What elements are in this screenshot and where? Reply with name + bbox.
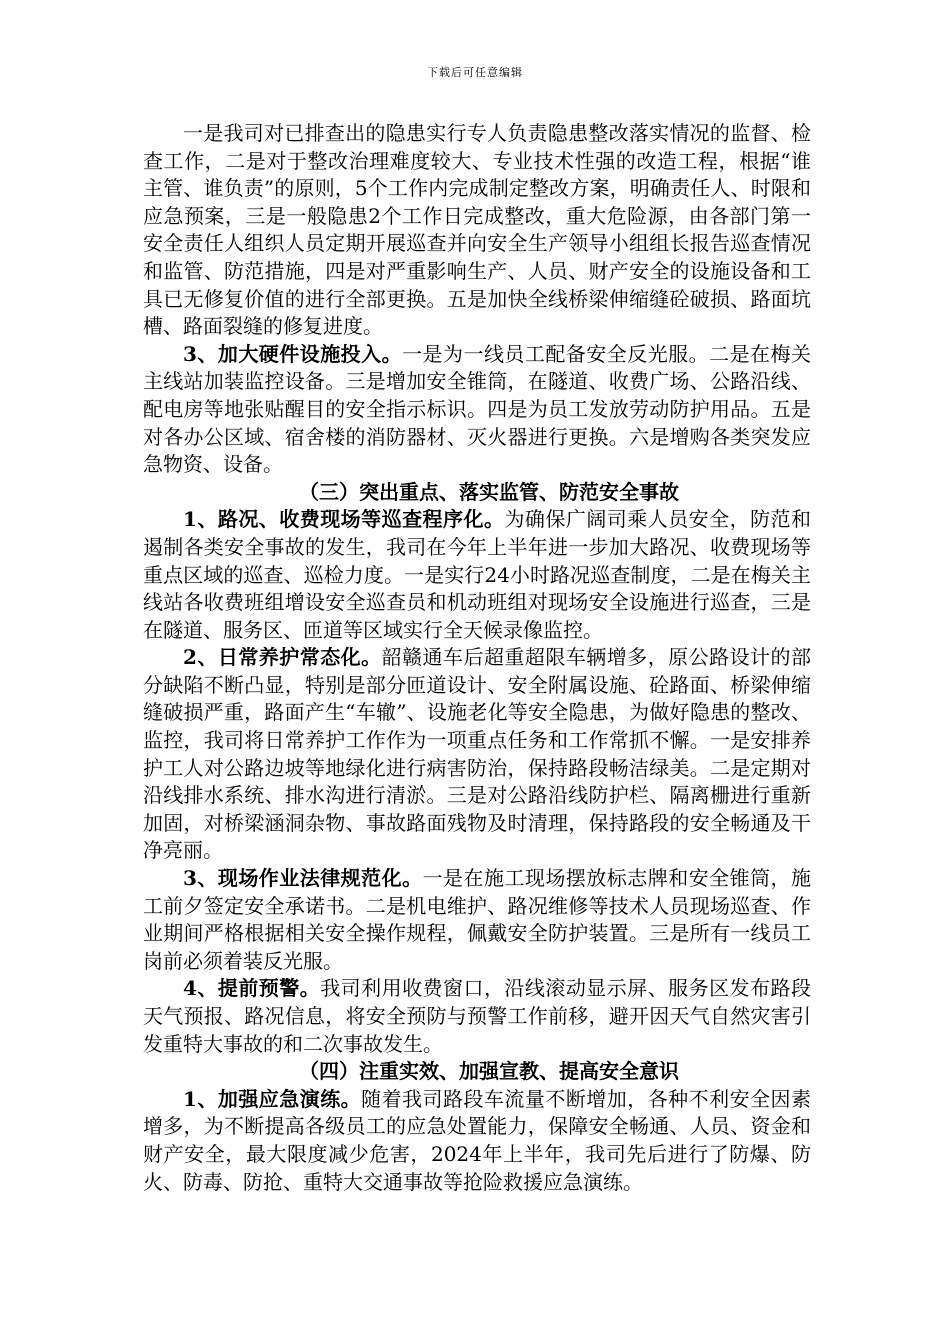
- paragraph-text: 一是在施工现场摆放标志牌和安全锥筒，施工前夕签定安全承诺书。二是机电维护、路况维修等技术人员现场巡查、作业期间严格根据相关安全操作规程，佩戴安全防护装置。三是所有一线员工岗前必须着装反光服。: [143, 866, 812, 973]
- paragraph-early-warning: [143, 975, 811, 1058]
- document-body: [143, 120, 811, 1196]
- paragraph-text: 我司利用收费窗口，沿线滚动显示屏、服务区发布路段天气预报、路况信息，将安全预防与预警工作前移，避开因天气自然灾害引发重特大事故的和二次事故发生。: [143, 976, 811, 1056]
- paragraph-text: 一是我司对已排查出的隐患实行专人负责隐患整改落实情况的监督、检查工作，二是对于整改治理难度较大、专业技术性强的改造工程，根据“谁主管、谁负责”的原则，5个工作内完成制定整改方案，明确责任人、时限和应急预案，三是一般隐患2个工作日完成整改，重大危险源，由各部门第一安全责任人组织人员定期开展巡查并向安全生产领导小组组长报告巡查情况和监管、防范措施，四是对严重影响生产、人员、财产安全的设施设备和工具已无修复价值的进行全部更换。五是加快全线桥梁伸缩缝砼破损、路面坑槽、路面裂缝的修复进度。: [143, 121, 811, 339]
- paragraph-heading: 2、日常养护常态化。: [183, 645, 382, 670]
- page-header-note: 下载后可任意编辑: [427, 66, 523, 79]
- paragraph-heading: 1、加强应急演练。: [183, 1086, 362, 1111]
- paragraph-heading: 4、提前预警。: [183, 976, 321, 1001]
- paragraph-heading: 1、路况、收费现场等巡查程序化。: [183, 507, 505, 532]
- paragraph-text: 为确保广阔司乘人员安全，防范和遏制各类安全事故的发生，我司在今年上半年进一步加大路况、收费现场等重点区域的巡查、巡检力度。一是实行24小时路况巡查制度，二是在梅关主线站各收费班组增设安全巡查员和机动班组对现场安全设施进行巡查，三是在隧道、服务区、匝道等区域实行全天候录像监控。: [143, 507, 812, 642]
- paragraph-text: 一是为一线员工配备安全反光服。二是在梅关主线站加装监控设备。三是增加安全锥筒，在隧道、收费广场、公路沿线、配电房等地张贴醒目的安全指示标识。四是为员工发放劳动防护用品。五是对各办公区域、宿舍楼的消防器材、灭火器进行更换。六是增购各类突发应急物资、设备。: [143, 341, 811, 477]
- paragraph-daily-maintenance: [143, 644, 811, 865]
- paragraph-site-operations: [143, 865, 811, 975]
- paragraph-hazard-rectification: [143, 120, 811, 341]
- paragraph-emergency-drills: [143, 1086, 811, 1196]
- paragraph-heading: 3、加大硬件设施投入。: [183, 341, 403, 366]
- paragraph-text: 随着我司路段车流量不断增加，各种不利安全因素增多，为不断提高各级员工的应急处置能力，保障安全畅通、人员、资金和财产安全，最大限度减少危害，2024年上半年，我司先后进行了防爆、防火、防毒、防抢、重特大交通事故等抢险救援应急演练。: [143, 1086, 811, 1194]
- paragraph-hardware-investment: [143, 341, 811, 479]
- paragraph-text: 韶赣通车后超重超限车辆增多，原公路设计的部分缺陷不断凸显，特别是部分匝道设计、安全附属设施、砼路面、桥梁伸缩缝破损严重，路面产生“车辙”、设施老化等安全隐患，为做好隐患的整改、监控，我司将日常养护工作作为一项重点任务和工作常抓不懈。一是安排养护工人对公路边坡等地绿化进行病害防治，保持路段畅洁绿美。二是定期对沿线排水系统、排水沟进行清淤。三是对公路沿线防护栏、隔离栅进行重新加固，对桥梁涵洞杂物、事故路面残物及时清理，保持路段的安全畅通及干净亮丽。: [143, 645, 811, 863]
- section-heading-3: （三）突出重点、落实监管、防范安全事故: [299, 479, 679, 504]
- paragraph-patrol-procedure: [143, 506, 811, 644]
- section-heading-4: （四）注重实效、加强宣教、提高安全意识: [299, 1059, 679, 1084]
- paragraph-heading: 3、现场作业法律规范化。: [183, 866, 423, 891]
